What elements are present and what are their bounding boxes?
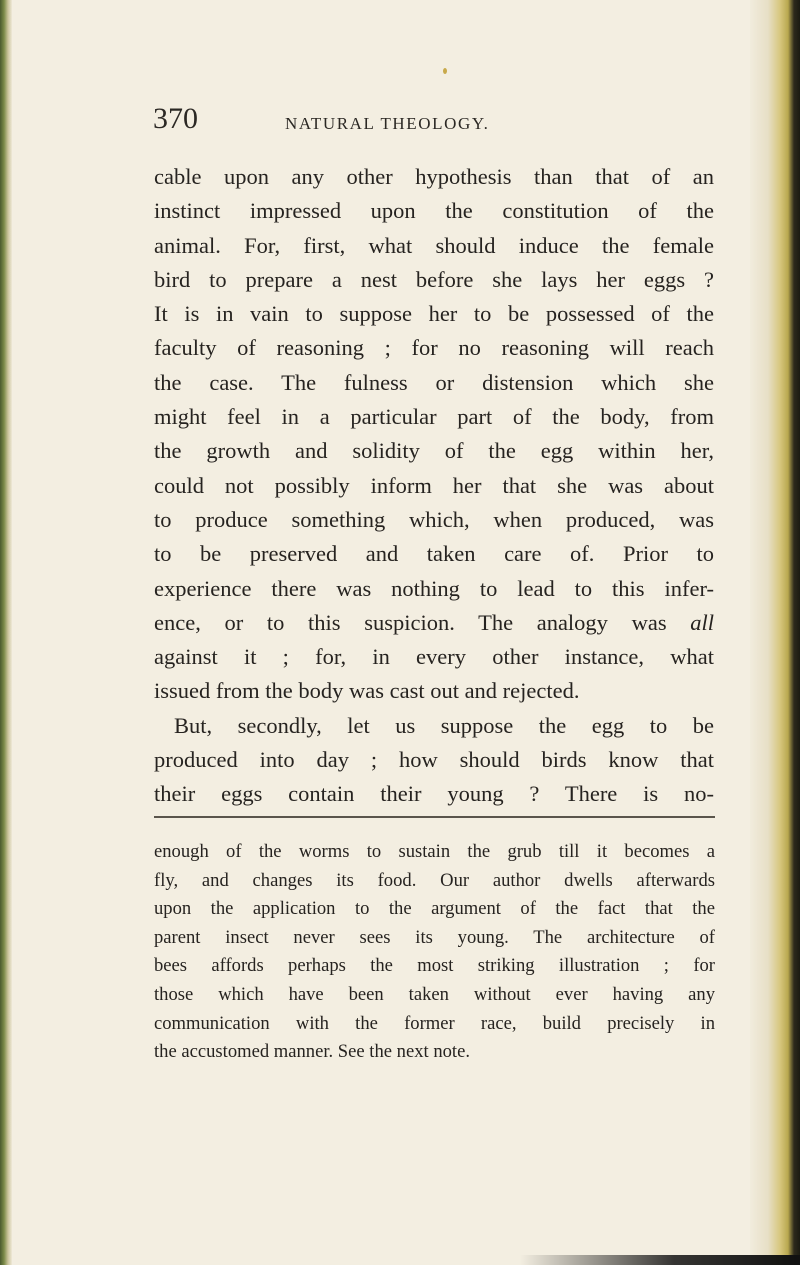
footnote-line: enough of the worms to sustain the grub till it becomes a — [154, 841, 715, 862]
text-line: instinct impressed upon the constitution of the — [154, 198, 714, 224]
text-line: But, secondly, let us suppose the egg to be — [174, 712, 714, 738]
main-text — [154, 160, 714, 812]
text-line: to produce something which, when produced, was — [154, 506, 714, 532]
text-line: the growth and solidity of the egg within her, — [154, 438, 714, 464]
page-header — [153, 100, 713, 140]
binding-edge-left — [0, 0, 12, 1265]
text-line: It is in vain to suppose her to be possessed of the — [154, 301, 714, 327]
text-line: animal. For, first, what should induce the female — [154, 232, 714, 258]
running-head: NATURAL THEOLOGY. — [285, 114, 490, 133]
text-line: against it ; for, in every other instance, what — [154, 644, 714, 670]
text-line: might feel in a particular part of the body, from — [154, 404, 714, 430]
footnote-line: communication with the former race, build precisely in — [154, 1012, 715, 1034]
footnote-line: parent insect never sees its young. The architecture of — [154, 926, 715, 948]
text-line: issued from the body was cast out and rejected. — [154, 678, 580, 704]
footnote-line: the accustomed manner. See the next note. — [154, 1041, 470, 1063]
text-line: the case. The fulness or distension which she — [154, 369, 714, 395]
footnote-line: fly, and changes its food. Our author dwells afterwards — [154, 869, 715, 891]
page-shadow-bottom — [520, 1255, 800, 1265]
text-line: experience there was nothing to lead to this infer- — [154, 575, 714, 601]
text-line: their eggs contain their young ? There is no- — [154, 781, 714, 807]
page-edge-right — [750, 0, 800, 1265]
ink-spot — [443, 68, 447, 74]
text-line: to be preserved and taken care of. Prior to — [154, 541, 714, 567]
text-segment: ence, or to this suspicion. The analogy was — [154, 609, 691, 635]
text-line-with-italic — [154, 606, 714, 640]
footnote-line: upon the application to the argument of the fact that the — [154, 898, 715, 920]
footnote-line: bees affords perhaps the most striking illustration ; for — [154, 955, 715, 977]
text-line: could not possibly inform her that she was about — [154, 472, 714, 498]
text-line: faculty of reasoning ; for no reasoning will reach — [154, 335, 714, 361]
footnote-rule — [154, 816, 715, 818]
text-line: produced into day ; how should birds know that — [154, 747, 714, 773]
text-line: bird to prepare a nest before she lays her eggs ? — [154, 266, 714, 292]
footnote — [154, 838, 715, 1067]
footnote-line: those which have been taken without ever having any — [154, 983, 715, 1005]
text-line: cable upon any other hypothesis than that of an — [154, 164, 714, 189]
page-number: 370 — [153, 102, 198, 135]
italic-word: all — [690, 609, 714, 635]
